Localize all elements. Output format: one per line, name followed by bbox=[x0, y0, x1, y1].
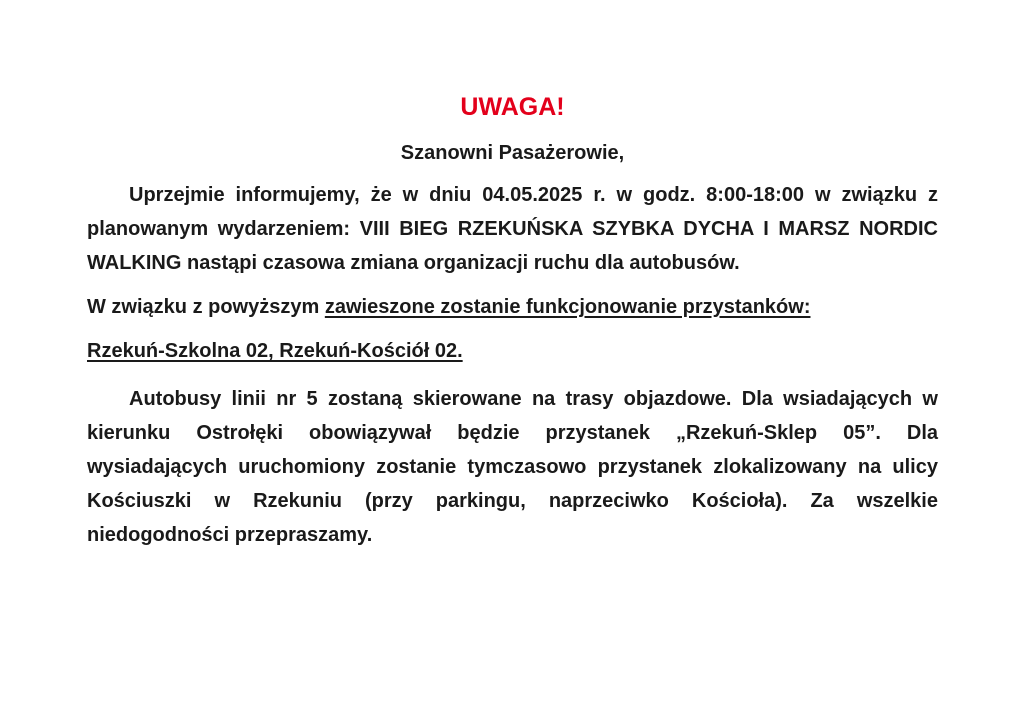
notice-content bbox=[87, 92, 938, 552]
paragraph-suspension bbox=[87, 290, 938, 324]
suspended-stops-text: Rzekuń-Szkolna 02, Rzekuń-Kościół 02. bbox=[87, 340, 463, 362]
suspended-stops bbox=[87, 334, 938, 368]
paragraph-suspension-lead: W związku z powyższym bbox=[87, 296, 325, 318]
suspension-underlined-text: zawieszone zostanie funkcjonowanie przystanków: bbox=[324, 296, 811, 318]
paragraph-event-info: Uprzejmie informujemy, że w dniu 04.05.2025 r. w godz. 8:00-18:00 w związku z planowanym wydarzeniem: VIII BIEG RZEKUŃSKA SZYBKA DYCHA I MARSZ NORDIC WALKING nastąpi czasowa zmiana organizacji ruchu dla autobusów. bbox=[87, 184, 938, 274]
paragraph-detour-info: Autobusy linii nr 5 zostaną skierowane na trasy objazdowe. Dla wsiadających w kierunku Ostrołęki obowiązywał będzie przystanek „Rzekuń-Sklep 05”. Dla wysiadających uruchomiony zostanie tymczasowo przystanek zlokalizowany na ulicy Kościuszki w Rzekuniu (przy parkingu, naprzeciwko Kościoła). Za wszelkie niedogodności przepraszamy. bbox=[87, 388, 938, 546]
greeting: Szanowni Pasażerowie, bbox=[400, 142, 625, 164]
notice-title: UWAGA! bbox=[460, 93, 565, 121]
